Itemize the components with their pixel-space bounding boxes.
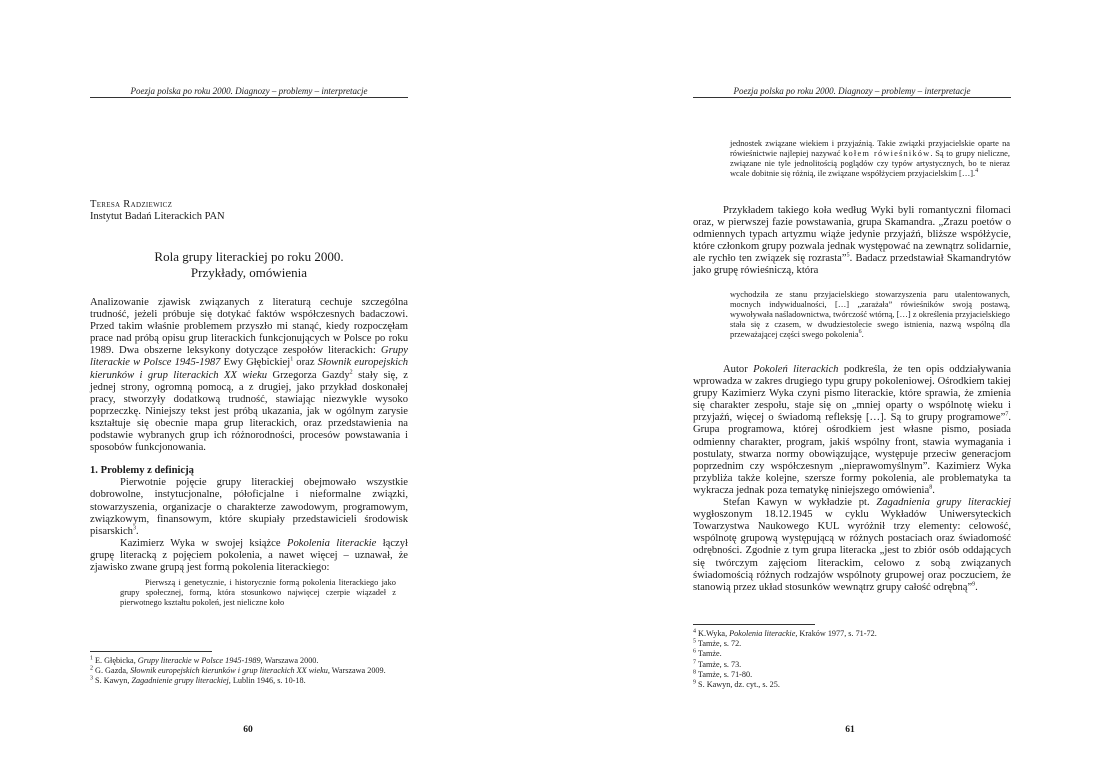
- block-quote-left: [120, 578, 396, 608]
- intro-text-4: Grzegorza Gazdy: [267, 369, 350, 381]
- footnote-text: Tamże, s. 73.: [696, 659, 742, 669]
- paragraph-text: wygłoszonym 18.12.1945 w cyklu Wykładów Uniwersyteckich Towarzystwa Naukowego KUL wyróżnił trzy elementy: celowość, wspólnotę grupową występującą w różnych postaciach oraz świadomość odrębności. Zgodnie z tym grupa literacka „jest to zbiór osób oddających się twórczym zajęciom literackim, celowo z sobą związanych świadomością różnych rodzajów wspólnoty grupowej oraz poczuciem, że stanowią przez układ stosunków wewnątrz grupy całość odrębną”: [693, 509, 1011, 593]
- quote-emphasis: kołem rówieśników: [843, 149, 931, 159]
- quote-text: . Są to grupy nieliczne, związane nie tyle jednolitością poglądów czy typów artystycznych, bo te nieraz wcale dobitnie się różnią, ile związane współżyciem przyjacielskim […].: [730, 149, 1010, 179]
- footnote-text: , Kraków 1977, s. 71-72.: [795, 629, 877, 638]
- footnote-number: 8: [693, 669, 696, 676]
- footnote-separator: [693, 624, 815, 625]
- running-head-left: Poezja polska po roku 2000. Diagnozy – problemy – interpretacje: [90, 86, 408, 98]
- footnote-number: 9: [693, 679, 696, 686]
- footnote-ref-5: 5: [846, 252, 850, 259]
- footnote-text: Tamże, s. 72.: [696, 639, 742, 649]
- footnote-ref-6: 6: [858, 329, 862, 336]
- paragraph-text-a: Przykładem takiego koła według Wyki byli romantyczni filomaci oraz, w pierwszej fazie powstawania, grupa Skamandra. „Zrazu poetów o odmiennych typach artyzmu wiąże jedynie przyjaźń, bliższe współżycie, które członkom grupy pozwala jednak występować na zewnątrz solidarnie, ale rychło ten związek się rozrasta”: [693, 205, 1011, 265]
- footnote-text: G. Gazda,: [93, 666, 131, 676]
- section-text-2a: Kazimierz Wyka w swojej książce: [120, 537, 287, 549]
- book-title-2: Słownik europejskich kierunków i grup literackich XX wieku: [90, 357, 409, 381]
- footnote-9: [693, 680, 1013, 690]
- intro-text-2: Ewy Głębickiej: [220, 357, 291, 369]
- quote-text: jednostek związane wiekiem i przyjaźnią. Takie związki przyjacielskie oparte na rówieśnictwie najlepiej nazywać: [730, 139, 1010, 159]
- footnote-ref-9: 9: [972, 581, 976, 588]
- right-paragraph-1: [693, 205, 1011, 278]
- footnote-title: Słownik europejskich kierunków i grup literackich XX wieku: [130, 666, 328, 676]
- footnote-text: S. Kawyn, dz. cyt., s. 25.: [696, 680, 780, 690]
- article-title-line2: Przykłady, omówienia: [190, 265, 308, 280]
- footnote-ref-3: 3: [132, 525, 136, 532]
- footnote-ref-7: 7: [1005, 411, 1009, 418]
- footnote-7: [693, 660, 1013, 670]
- paragraph-text: Stefan Kawyn w wykładzie pt.: [723, 497, 877, 509]
- intro-text-5: stały się, z jednej strony, ogromną pomocą, a z drugiej, jako przykład doskonałej pracy, stworzyły dodatkową trudność, stawiając niezwykle wysoko poprzeczkę. Niniejszy tekst jest próbą ukazania, jak w ogólnym zarysie kształtuje się obecnie mapa grup literackich, oraz przedstawienia na podstawie wybranych grup ich różnorodności, procesów powstawania i sposobów funkcjonowania.: [90, 369, 409, 454]
- left-body: [90, 297, 408, 608]
- intro-paragraph: [90, 297, 408, 454]
- section-paragraph-1: Pierwotnie pojęcie grupy literackiej obejmowało wszystkie dobrowolne, instytucjonalne, półoficjalne i nieformalne związki, stowarzyszenia, organizacje o charakterze zawodowym, programowym, związkowym, finansowym, które skupiały przedstawicieli środowisk pisarskich$^3$.: [90, 477, 408, 537]
- footnote-title: Zagadnienie grupy literackiej: [131, 676, 229, 686]
- footnote-title: Grupy literackie w Polsce 1945-1989: [137, 656, 261, 665]
- intro-text-1: Analizowanie zjawisk związanych z literaturą cechuje szczególna trudność, jeżeli próbuje się dotykać faktów współczesnych badaczowi. Przed takim właśnie problemem przyszło mi stanąć, kiedy rozpoczęłam prace nad próbą opisu grup literackich funkcjonujących w Polsce po roku 1989. Dwa obszerne leksykony dotyczące zespołów literackich:: [90, 297, 408, 357]
- paragraph-text-b: . Badacz przedstawiał Skamandrytów jako grupę rówieśniczą, która: [693, 253, 1011, 277]
- paragraph-text: [693, 205, 1011, 278]
- book-title-4: Pokoleń literackich: [753, 364, 839, 375]
- right-body: [693, 364, 1011, 594]
- block-quote-right: wychodziła ze stanu przyjacielskiego stowarzyszenia paru utalentowanych, mocnych indywidualności, […] „zarażała” rówieśników swoją postawą, wywoływała naśladownictwa, twórczość wtórną, […] z określenia przyjacielskiego stała się z czasem, w dwudziestolecie swego istnienia, nazwą wspólną dla przeważającej części swego pokolenia$^6$.: [730, 290, 1010, 340]
- footnote-separator: [90, 651, 212, 652]
- right-paragraph-3: Stefan Kawyn w wykładzie pt. Zagadnienia grupy literackiej wygłoszonym 18.12.1945 w cyklu Wykładów Uniwersyteckich Towarzystwa Naukowego KUL wyróżnił trzy elementy: celowość, wspólnotę grupową występującą w różnych postaciach oraz świadomość odrębności. Zgodnie z tym grupa literacka „jest to zbiór osób oddających się twórczym zajęciom literackim, celowo z sobą związanych świadomością różnych rodzajów wspólnoty grupowej oraz poczuciem, że stanowią przez układ stosunków wewnątrz grupy całość odrębną”$^9$.: [693, 497, 1012, 593]
- footnote-8: [693, 670, 1013, 680]
- block-quote-left-text: Pierwszą i genetycznie, i historycznie formą pokolenia literackiego jako grupy społecznej, formą, która stosunkowo najwięcej czerpie wiązadeł z pierwotnego kształtu pokoleń, jest nieliczne koło: [120, 578, 396, 608]
- footnote-6: [693, 649, 1013, 659]
- footnote-5: [693, 639, 1013, 649]
- footnote-text: Tamże, s. 71-80.: [696, 669, 753, 679]
- footnote-number: 1: [90, 655, 93, 662]
- page-number-left: 60: [243, 725, 253, 735]
- footnote-number: 5: [693, 638, 696, 645]
- page-number-right: 61: [845, 725, 855, 735]
- section-text-2b: łączył grupę literacką z pojęciem pokolenia, a nawet więcej – uznawał, że zjawisko zwane grupą jest formą pokolenia literackiego:: [90, 537, 408, 573]
- footnote-ref-2: 2: [349, 369, 353, 376]
- running-head-right: Poezja polska po roku 2000. Diagnozy – problemy – interpretacje: [693, 86, 1011, 98]
- quote-text: wychodziła ze stanu przyjacielskiego stowarzyszenia paru utalentowanych, mocnych indywidualności, […] „zarażała” rówieśników swoją postawą, wywoływała naśladownictwa, twórczość wtórną, […] z określenia przyjacielskiego stała się z czasem, w dwudziestolecie swego istnienia, nazwą wspólną dla przeważającej części swego pokolenia: [730, 290, 1010, 340]
- footnote-number: 6: [693, 648, 696, 655]
- footnotes-right: [693, 625, 1013, 690]
- footnote-ref-4: 4: [975, 168, 979, 175]
- article-title: [90, 249, 408, 281]
- footnote-1: [90, 656, 410, 666]
- footnote-4: [693, 629, 1013, 639]
- footnote-text: E. Głębicka,: [93, 656, 138, 665]
- footnotes-left: [90, 652, 410, 687]
- paragraph-text: . Grupa programowa, której ośrodkiem jest własne pismo, posiada odmienny charakter, program, jakiś wspólny front, stawia wymagania i postulaty, stwarza normy obowiązujące, występuje przeciw generacjom poprzednim czy współczesnym „nieprawomyślnym”. Kazimierz Wyka przybliża także kolejne, szersze formy pokolenia, ale problematyka ta wykracza jednak poza tematykę niniejszego omówienia: [693, 412, 1011, 496]
- footnote-text: , Warszawa 2009.: [327, 666, 386, 676]
- author-name: Teresa Radziewicz: [90, 199, 173, 210]
- footnote-text: , Lublin 1946, s. 10-18.: [228, 676, 306, 686]
- footnote-number: 3: [90, 675, 93, 682]
- paragraph-text: podkreśla, że ten opis oddziaływania wprowadza w zakres drugiego typu grupy pokoleniowej. Ośrodkiem takiej grupy Kazimierz Wyka czyni pismo literackie, które sprawia, że zmienia się charakter zespołu, staje się on „mniej oparty o wspólnotę wieku i przyjaźń, więcej o świadomą refleksję […]. Są to grupy programowe”: [693, 364, 1011, 424]
- footnote-text: S. Kawyn,: [93, 676, 132, 686]
- block-quote-continued: [730, 139, 1010, 179]
- article-title-line1: Rola grupy literackiej po roku 2000.: [154, 249, 344, 264]
- footnote-text: Tamże.: [696, 649, 722, 659]
- footnote-title: Pokolenia literackie: [729, 629, 796, 638]
- intro-text-3: oraz: [293, 357, 318, 369]
- book-title-1: Grupy literackie w Polsce 1945-1987: [90, 345, 408, 369]
- footnote-ref-8: 8: [929, 484, 933, 491]
- right-paragraph-2: Autor Pokoleń literackich podkreśla, że ten opis oddziaływania wprowadza w zakres drugiego typu grupy pokoleniowej. Ośrodkiem takiej grupy Kazimierz Wyka czyni pismo literackie, które sprawia, że zmienia się charakter zespołu, staje się on „mniej oparty o wspólnotę wieku i przyjaźń, więcej o świadomą refleksję […]. Są to grupy programowe”$^7$. Grupa programowa, której ośrodkiem jest własne pismo, posiada odmienny charakter, program, jakiś wspólny front, stawia wymagania i postulaty, stwarza normy obowiązujące, występuje przeciw generacjom poprzednim czy współczesnym „nieprawomyślnym”. Kazimierz Wyka przybliża także kolejne, szersze formy pokolenia, ale problematyka ta wykracza jednak poza tematykę niniejszego omówienia$^8$.: [693, 364, 1011, 496]
- footnote-number: 2: [90, 665, 93, 672]
- footnote-number: 7: [693, 658, 696, 665]
- footnote-text: , Warszawa 2000.: [260, 656, 319, 665]
- author-block: [90, 199, 410, 223]
- footnote-ref-1: 1: [290, 356, 294, 363]
- footnote-2: [90, 666, 410, 676]
- right-page: [550, 0, 1100, 778]
- section-heading: 1. Problemy z definicją: [90, 465, 194, 477]
- book-title-3: Pokolenia literackie: [286, 537, 377, 549]
- footnote-3: [90, 676, 410, 686]
- book-title-5: Zagadnienia grupy literackiej: [876, 497, 1012, 509]
- paragraph-text: Autor: [723, 364, 754, 375]
- footnote-text: K.Wyka,: [696, 629, 730, 638]
- footnote-number: 4: [693, 628, 696, 635]
- section-text-1: Pierwotnie pojęcie grupy literackiej obejmowało wszystkie dobrowolne, instytucjonalne, półoficjalne i nieformalne związki, stowarzyszenia, organizacje o charakterze zawodowym, programowym, związkowym, finansowym, które skupiały przedstawicieli środowisk pisarskich: [90, 477, 408, 537]
- section-paragraph-2: [90, 538, 408, 574]
- author-institution: Instytut Badań Literackich PAN: [90, 211, 225, 222]
